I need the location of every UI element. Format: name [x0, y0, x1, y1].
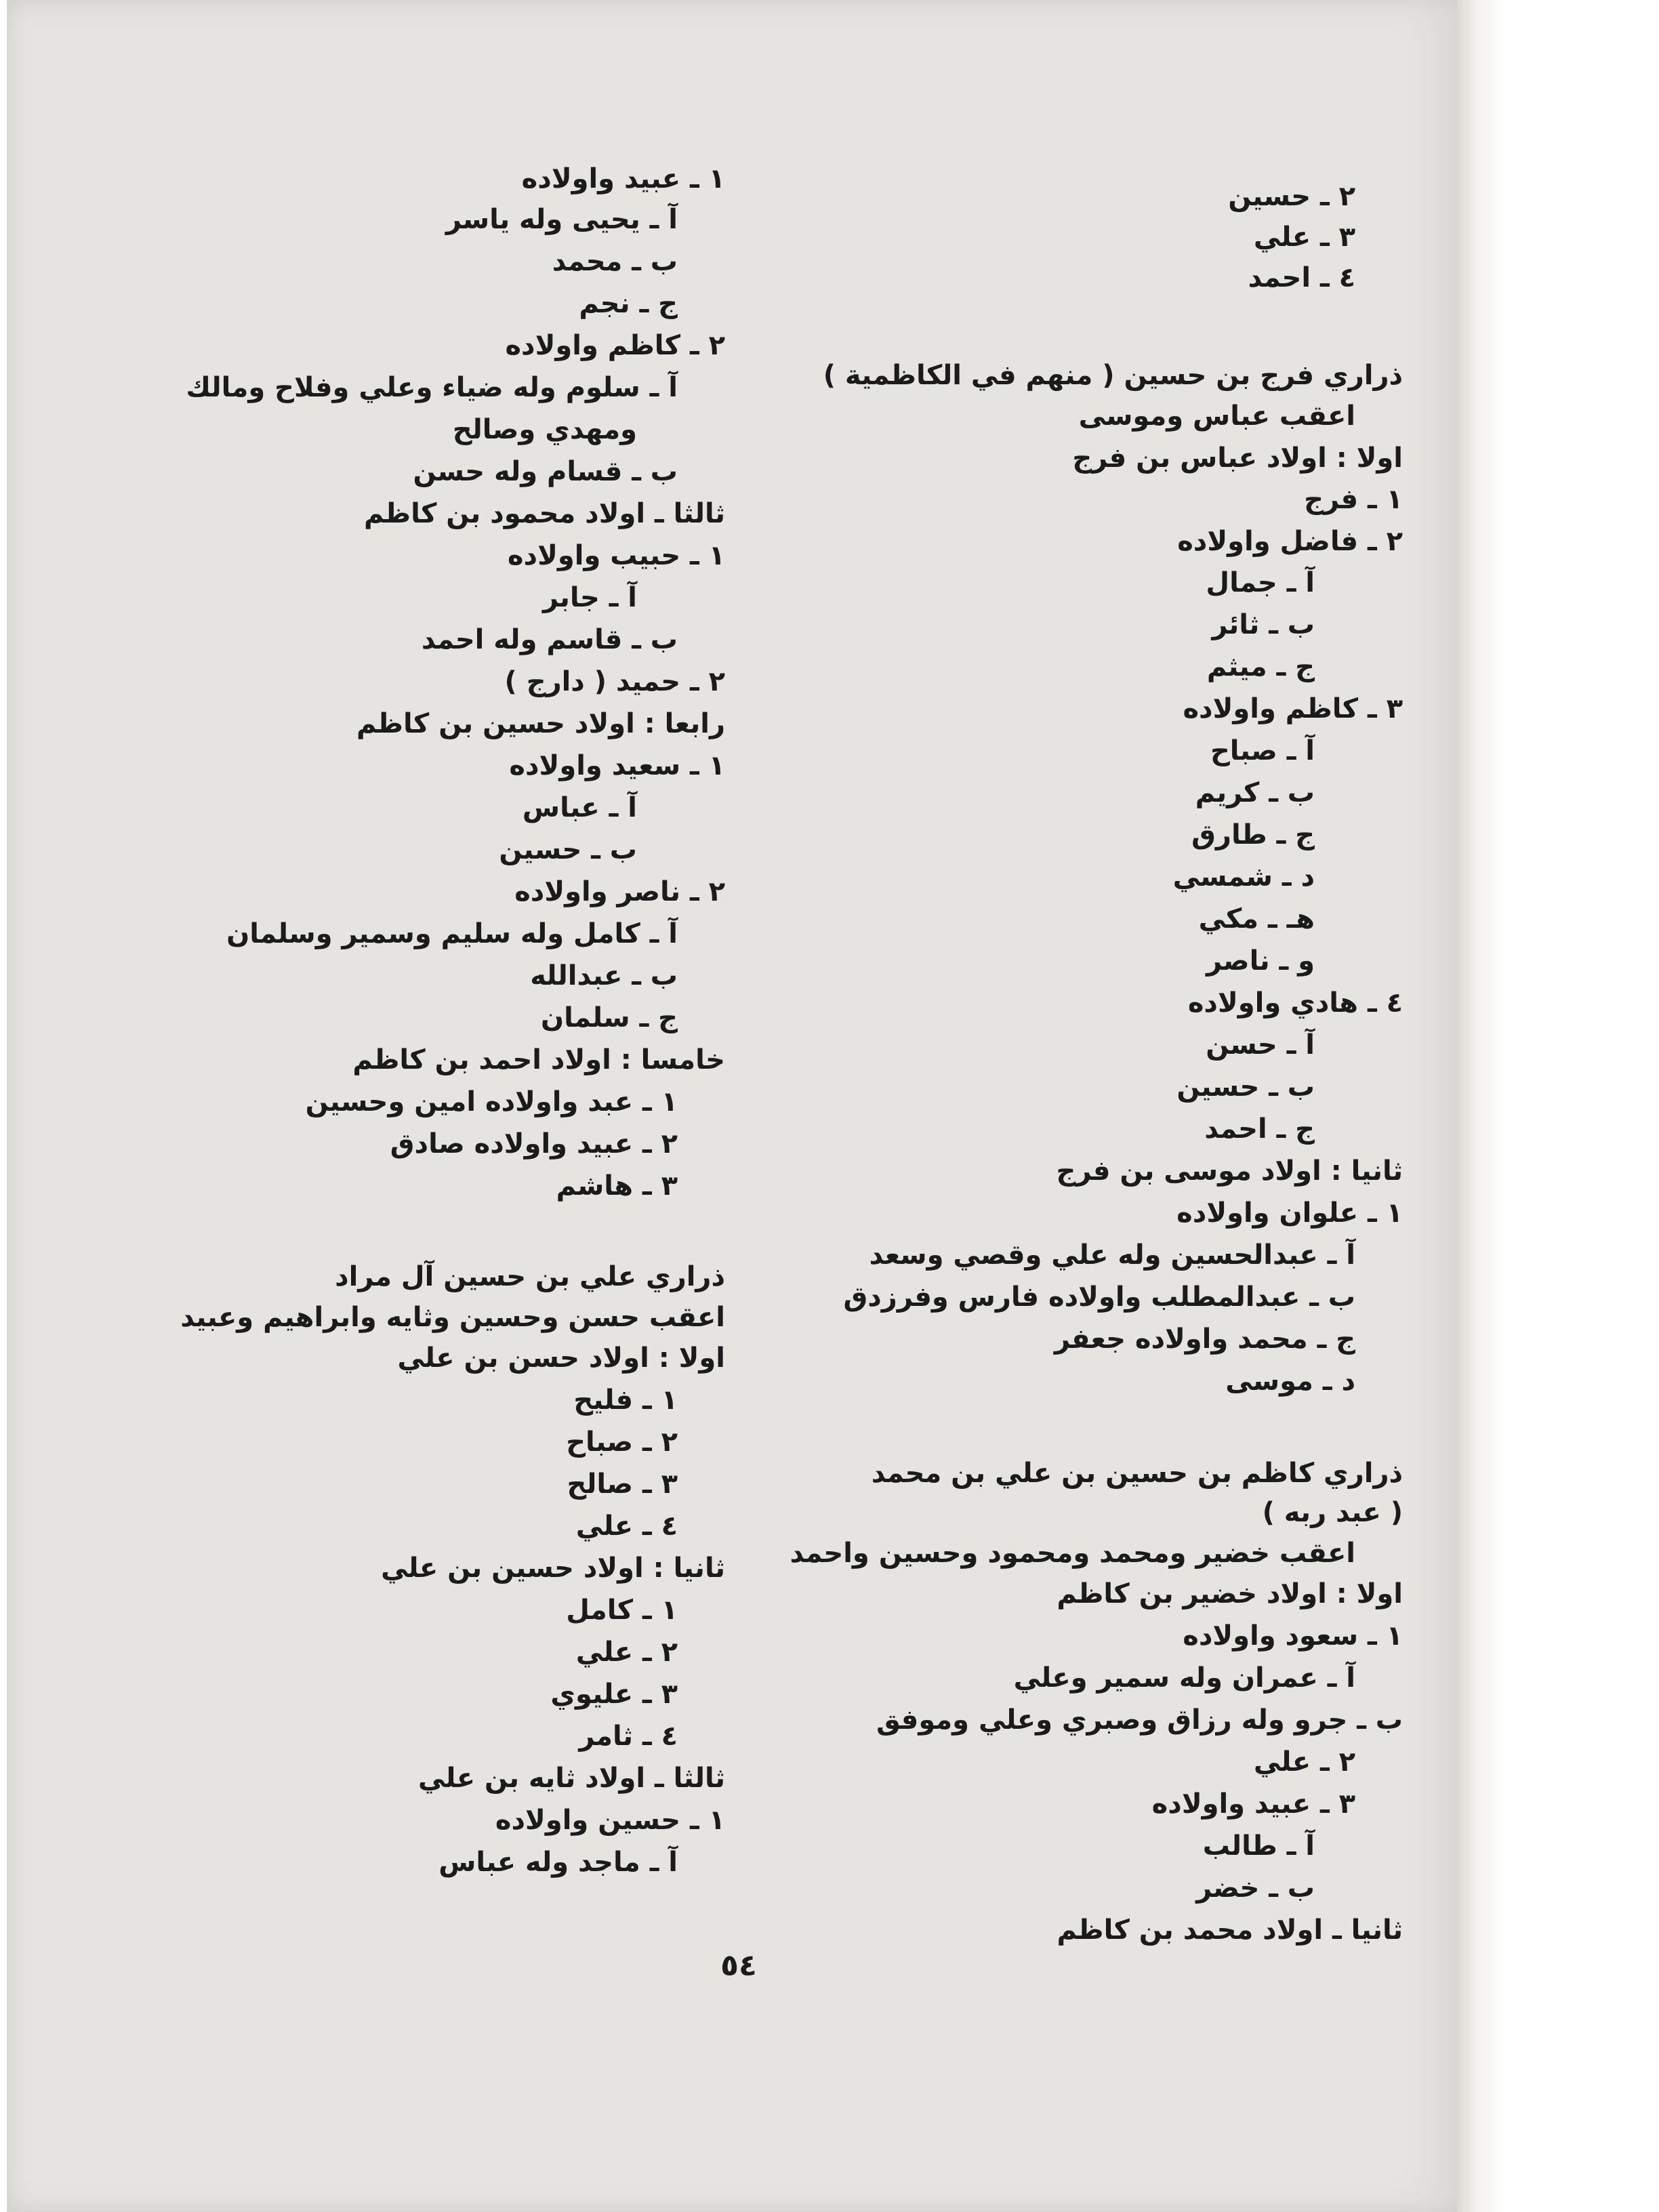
page-edge — [1457, 0, 1504, 2212]
text-line: ١ ـ عبيد واولاده — [521, 163, 725, 194]
text-line: آ ـ طالب — [1202, 1830, 1315, 1862]
subsection-heading: اولا : اولاد حسن بن علي — [397, 1343, 725, 1374]
text-line: ٢ ـ فاضل واولاده — [1177, 526, 1403, 557]
text-line: ٤ ـ احمد — [1248, 262, 1355, 293]
text-line: ج ـ محمد واولاده جعفر — [1054, 1324, 1355, 1355]
text-line: آ ـ صباح — [1210, 735, 1315, 766]
text-line: ١ ـ علوان واولاده — [1176, 1197, 1403, 1229]
text-line: ومهدي وصالح — [452, 414, 637, 445]
subsection-heading: ثالثا ـ اولاد ثايه بن علي — [417, 1763, 725, 1794]
text-line: آ ـ يحيى وله ياسر — [445, 204, 678, 235]
text-line: ١ ـ حبيب واولاده — [507, 540, 725, 571]
subsection-heading: اولا : اولاد عباس بن فرج — [1072, 443, 1403, 474]
subsection-heading: ثانيا : اولاد حسين بن علي — [381, 1553, 725, 1584]
text-line: ب ـ قاسم وله احمد — [421, 624, 678, 655]
text-line: ١ ـ فليح — [573, 1385, 678, 1416]
left-column — [47, 0, 725, 2212]
text-line: ب ـ حسين — [1176, 1071, 1315, 1103]
text-line: ٤ ـ علي — [575, 1511, 678, 1542]
subsection-heading: ثالثا ـ اولاد محمود بن كاظم — [364, 498, 725, 529]
text-line: آ ـ عباس — [522, 792, 637, 823]
text-line: ٤ ـ هادي واولاده — [1187, 987, 1403, 1019]
text-line: ٣ ـ كاظم واولاده — [1183, 693, 1403, 724]
text-line: ج ـ سلمان — [541, 1002, 678, 1033]
text-line: ٢ ـ علي — [1253, 1746, 1355, 1778]
text-line: ٢ ـ صباح — [566, 1427, 678, 1458]
text-line: ٢ ـ حسين — [1228, 181, 1355, 212]
text-line: آ ـ سلوم وله ضياء وعلي وفلاح ومالك — [186, 372, 678, 403]
section-heading: ذراري فرج بن حسين ( منهم في الكاظمية ) — [823, 360, 1403, 391]
text-line: ١ ـ كامل — [566, 1595, 678, 1626]
text-line: آ ـ جابر — [543, 582, 637, 613]
text-line: آ ـ عبدالحسين وله علي وقصي وسعد — [869, 1240, 1355, 1271]
text-line: د ـ شمسي — [1172, 861, 1315, 893]
text-line: اعقب عباس وموسى — [1078, 401, 1355, 432]
text-line: ٣ ـ علي — [1253, 222, 1355, 253]
text-line: ١ ـ حسين واولاده — [495, 1805, 725, 1836]
text-line: ٤ ـ ثامر — [579, 1721, 678, 1752]
right-column — [725, 0, 1403, 2212]
text-line: ب ـ جرو وله رزاق وصبري وعلي وموفق — [876, 1704, 1403, 1736]
text-line: ( عبد ربه ) — [1262, 1497, 1403, 1528]
text-line: ١ ـ سعيد واولاده — [509, 750, 725, 781]
text-line: ب ـ قسام وله حسن — [413, 456, 678, 487]
text-line: ب ـ محمد — [552, 246, 678, 277]
text-line: و ـ ناصر — [1206, 945, 1315, 977]
text-line: آ ـ ماجد وله عباس — [438, 1847, 678, 1878]
text-line: ب ـ عبدالله — [530, 960, 678, 991]
text-line: آ ـ عمران وله سمير وعلي — [1013, 1662, 1355, 1694]
subsection-heading: رابعا : اولاد حسين بن كاظم — [356, 708, 725, 739]
subsection-heading: خامسا : اولاد احمد بن كاظم — [352, 1044, 725, 1076]
text-line: ب ـ خضر — [1196, 1872, 1315, 1904]
text-line: ج ـ احمد — [1204, 1113, 1315, 1145]
text-line: آ ـ جمال — [1206, 567, 1315, 598]
text-line: ١ ـ عبد واولاده امين وحسين — [305, 1086, 678, 1118]
text-line: آ ـ كامل وله سليم وسمير وسلمان — [226, 918, 678, 949]
text-line: ج ـ طارق — [1191, 819, 1315, 851]
text-line: ٣ ـ عليوي — [550, 1679, 678, 1710]
text-line: د ـ موسى — [1225, 1366, 1355, 1397]
page-number: ٥٤ — [720, 1948, 757, 1983]
text-line: اعقب حسن وحسين وثايه وابراهيم وعبيد — [180, 1302, 725, 1333]
text-line: ج ـ ميثم — [1206, 651, 1315, 682]
text-line: ١ ـ سعود واولاده — [1183, 1620, 1403, 1652]
section-heading: ذراري كاظم بن حسين بن علي بن محمد — [871, 1458, 1403, 1489]
subsection-heading: ثانيا : اولاد موسى بن فرج — [1056, 1155, 1403, 1187]
text-line: ٢ ـ علي — [575, 1637, 678, 1668]
text-line: ٢ ـ كاظم واولاده — [505, 330, 725, 361]
text-line: ب ـ ثائر — [1212, 609, 1315, 640]
text-line: ب ـ كريم — [1195, 777, 1315, 808]
text-line: ١ ـ فرج — [1304, 484, 1403, 515]
text-line: ب ـ عبدالمطلب واولاده فارس وفرزدق — [843, 1282, 1355, 1313]
section-heading: ذراري علي بن حسين آل مراد — [335, 1261, 725, 1292]
text-line: اعقب خضير ومحمد ومحمود وحسين واحمد — [790, 1538, 1355, 1569]
book-page — [7, 0, 1457, 2212]
text-line: آ ـ حسن — [1206, 1029, 1315, 1061]
subsection-heading: اولا : اولاد خضير بن كاظم — [1057, 1578, 1403, 1610]
text-line: ب ـ حسين — [499, 834, 637, 865]
text-line: ج ـ نجم — [579, 288, 678, 319]
text-line: ٣ ـ هاشم — [556, 1170, 678, 1202]
text-line: ٢ ـ عبيد واولاده صادق — [390, 1128, 678, 1160]
text-line: ٣ ـ عبيد واولاده — [1151, 1788, 1355, 1820]
text-line: ٢ ـ حميد ( دارج ) — [504, 666, 725, 697]
subsection-heading: ثانيا ـ اولاد محمد بن كاظم — [1057, 1914, 1403, 1946]
text-line: هـ ـ مكي — [1198, 903, 1315, 935]
text-line: ٢ ـ ناصر واولاده — [514, 876, 725, 907]
text-line: ٣ ـ صالح — [567, 1469, 678, 1500]
